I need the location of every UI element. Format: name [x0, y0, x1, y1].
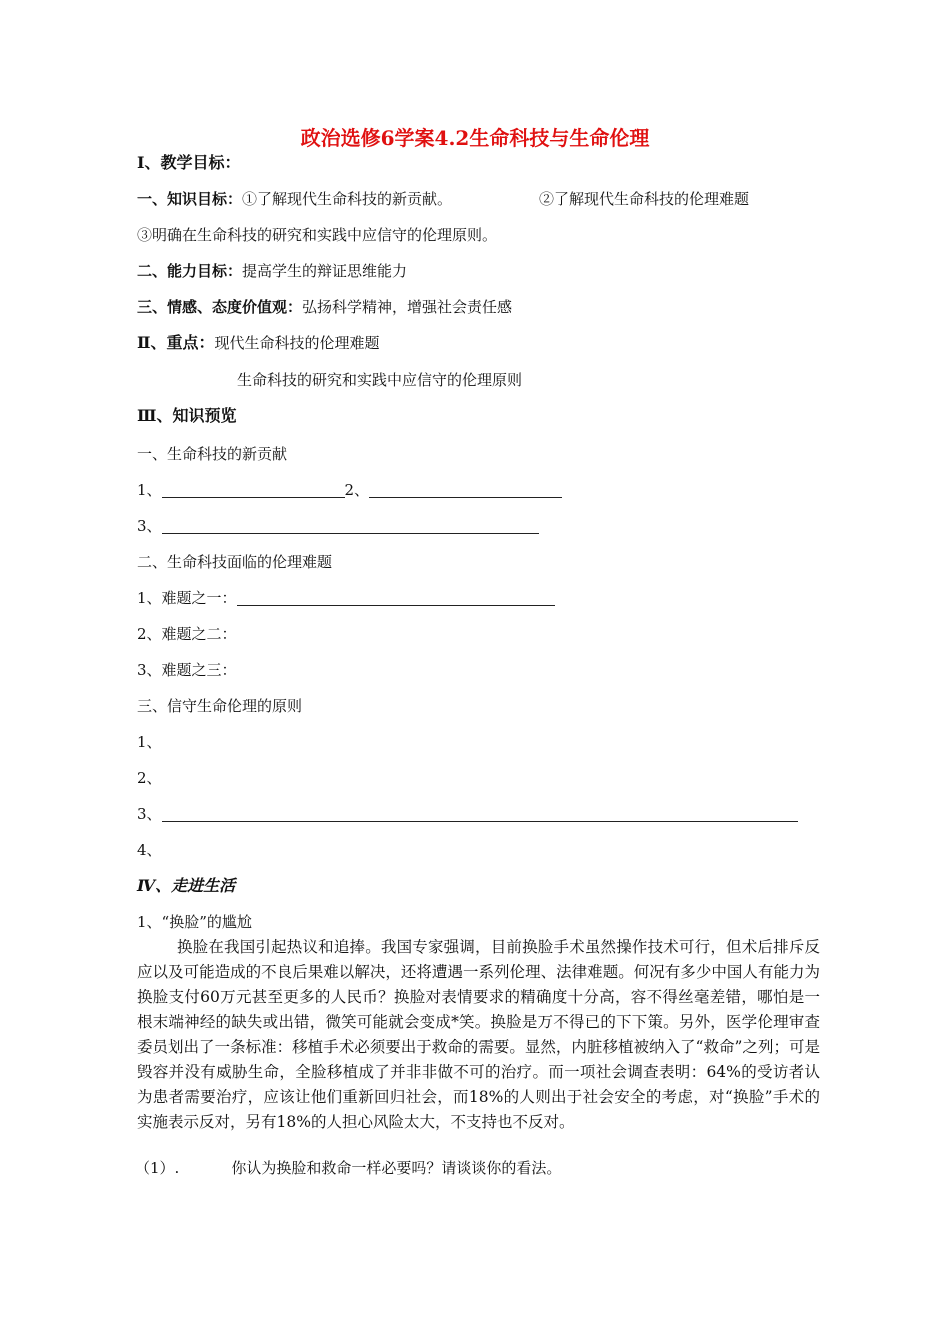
knowledge-goal-1: ①了解现代生命科技的新贡献。 — [242, 190, 453, 208]
case-title: 1、“换脸”的尴尬 — [137, 913, 252, 931]
attitude-goals-label: 三、情感、态度价值观： — [137, 298, 303, 316]
section-into-life: Ⅳ、走进生活 — [137, 876, 236, 895]
attitude-goals-line — [137, 297, 512, 317]
principle-1-label: 1、 — [137, 733, 162, 751]
dilemma-1-label: 1、难题之一： — [137, 589, 237, 607]
blank-label-3: 3、 — [137, 517, 162, 535]
page-title: 政治选修6学案4.2生命科技与生命伦理 — [300, 126, 650, 150]
principle-4-label: 4、 — [137, 841, 162, 859]
dilemma-3-label: 3、难题之三： — [137, 661, 237, 679]
keypoint-label: Ⅱ、重点： — [137, 333, 215, 352]
dilemma-1-row — [137, 588, 555, 608]
ability-goals-label: 二、能力目标： — [137, 262, 243, 280]
keypoint-line — [137, 333, 380, 353]
section-teaching-goals: Ⅰ、教学目标： — [137, 153, 241, 172]
principle-2-label: 2、 — [137, 769, 162, 787]
keypoint-text-1: 现代生命科技的伦理难题 — [214, 334, 380, 352]
blank-label-2: 2、 — [344, 481, 370, 499]
fill-blank-1[interactable] — [162, 481, 345, 498]
principle-3-row — [137, 804, 798, 824]
preview-s1-row-3 — [137, 516, 539, 536]
ability-goals-text: 提高学生的辩证思维能力 — [242, 262, 408, 280]
question-1-number: （1）. — [135, 1159, 180, 1177]
dilemma-1-blank[interactable] — [237, 589, 555, 606]
knowledge-goals-line — [137, 189, 452, 209]
question-1 — [135, 1158, 561, 1178]
fill-blank-2[interactable] — [369, 481, 562, 498]
attitude-goals-text: 弘扬科学精神，增强社会责任感 — [302, 298, 513, 316]
dilemma-2-label: 2、难题之二： — [137, 625, 237, 643]
keypoint-text-2: 生命科技的研究和实践中应信守的伦理原则 — [237, 371, 523, 389]
fill-blank-3[interactable] — [162, 517, 539, 534]
question-1-text: 你认为换脸和救命一样必要吗？请谈谈你的看法。 — [231, 1159, 562, 1177]
ability-goals-line — [137, 261, 407, 281]
knowledge-goal-3: ③明确在生命科技的研究和实践中应信守的伦理原则。 — [137, 226, 498, 244]
preview-s2-title: 二、生命科技面临的伦理难题 — [137, 553, 333, 571]
preview-s1-title: 一、生命科技的新贡献 — [137, 445, 288, 463]
principle-3-label: 3、 — [137, 805, 162, 823]
knowledge-goal-2: ②了解现代生命科技的伦理难题 — [539, 190, 750, 208]
knowledge-goals-label: 一、知识目标： — [137, 190, 243, 208]
case-paragraph: 换脸在我国引起热议和追捧。我国专家强调，目前换脸手术虽然操作技术可行，但术后排斥反应以及可能造成的不良后果难以解决，还将遭遇一系列伦理、法律难题。何况有多少中国人有能力为换脸支付60万元甚至更多的人民币？换脸对表情要求的精确度十分高，容不得丝毫差错，哪怕是一根末端神经的缺失或出错，微笑可能就会变成*笑。换脸是万不得已的下下策。另外，医学伦理审查委员划出了一条标准：移植手术必须要出于救命的需要。显然，内脏移植被纳入了“救命”之列；可是毁容并没有威胁生命，全脸移植成了并非非做不可的治疗。而一项社会调查表明：64%的受访者认为患者需要治疗，应该让他们重新回归社会，而18%的人则出于社会安全的考虑，对“换脸”手术的实施表示反对，另有18%的人担心风险太大，不支持也不反对。 — [137, 938, 820, 1131]
blank-label-1: 1、 — [137, 481, 162, 499]
principle-3-blank[interactable] — [162, 805, 798, 822]
preview-s3-title: 三、信守生命伦理的原则 — [137, 697, 303, 715]
preview-s1-row-1-2 — [137, 480, 562, 500]
section-preview: Ⅲ、知识预览 — [137, 406, 237, 425]
